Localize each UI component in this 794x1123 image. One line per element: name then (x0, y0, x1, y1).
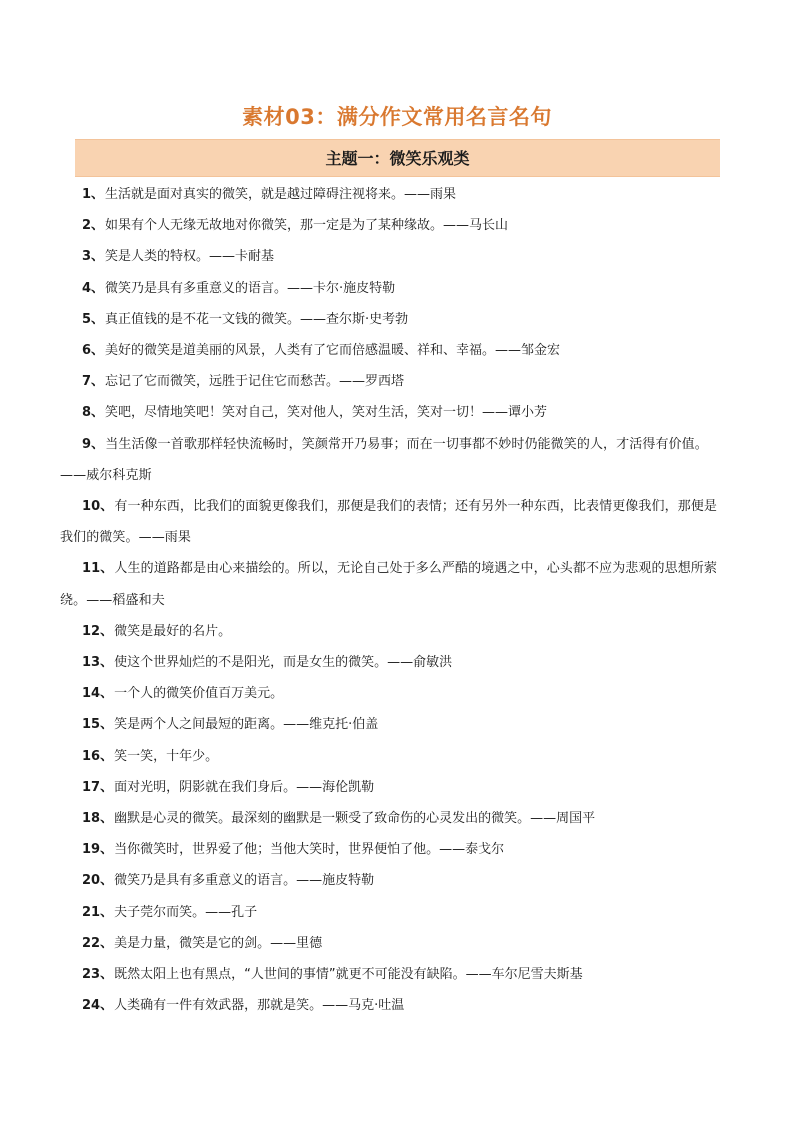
quote-item (82, 210, 722, 241)
quote-text: 一个人的微笑价值百万美元。 (114, 686, 284, 702)
quote-text: 微笑乃是具有多重意义的语言。——施皮特勒 (114, 873, 375, 889)
quote-text: 美好的微笑是道美丽的风景，人类有了它而倍感温暖、祥和、幸福。——邹金宏 (105, 343, 561, 359)
quote-number: 4、 (82, 280, 105, 296)
quote-item (82, 990, 722, 1021)
quote-text: 人类确有一件有效武器，那就是笑。——马克·吐温 (114, 998, 405, 1014)
quote-text: 使这个世界灿烂的不是阳光，而是女生的微笑。——俞敏洪 (114, 655, 453, 671)
quote-text: 真正值钱的是不花一文钱的微笑。——查尔斯·史考勃 (105, 311, 409, 327)
quote-item (82, 834, 722, 865)
quote-item (82, 772, 722, 803)
quote-text: 人生的道路都是由心来描绘的。所以，无论自己处于多么严酷的境遇之中，心头都不应为悲观的思想所萦绕。——稻盛和夫 (60, 561, 718, 608)
quote-number: 24、 (82, 998, 114, 1014)
quote-number: 9、 (82, 436, 105, 452)
quote-number: 6、 (82, 343, 105, 359)
quote-item (60, 553, 722, 615)
quote-number: 3、 (82, 249, 105, 265)
quote-text: 面对光明，阴影就在我们身后。——海伦凯勒 (114, 779, 375, 795)
quote-number: 2、 (82, 218, 105, 234)
quote-text: 微笑是最好的名片。 (114, 623, 232, 639)
theme-heading: 主题一：微笑乐观类 (325, 149, 470, 168)
quote-text: 夫子莞尔而笑。——孔子 (114, 904, 258, 920)
quote-item (82, 959, 722, 990)
quote-number: 22、 (82, 935, 114, 951)
quote-text: 笑是人类的特权。——卡耐基 (105, 249, 275, 265)
quote-number: 12、 (82, 623, 114, 639)
theme-heading-band (75, 139, 720, 177)
quote-text: 忘记了它而微笑，远胜于记住它而愁苦。——罗西塔 (105, 374, 405, 390)
quote-number: 19、 (82, 842, 114, 858)
quote-item (82, 366, 722, 397)
quote-item (82, 335, 722, 366)
quote-item (82, 678, 722, 709)
quote-number: 8、 (82, 405, 105, 421)
quote-number: 10、 (82, 499, 114, 515)
quote-number: 7、 (82, 374, 105, 390)
quote-item (82, 397, 722, 428)
quote-text: 微笑乃是具有多重意义的语言。——卡尔·施皮特勒 (105, 280, 396, 296)
quote-text: 生活就是面对真实的微笑，就是越过障碍注视将来。——雨果 (105, 187, 457, 202)
quote-item (82, 865, 722, 896)
quote-list (60, 179, 722, 1021)
quote-number: 15、 (82, 717, 114, 733)
quote-text: 当生活像一首歌那样轻快流畅时，笑颜常开乃易事；而在一切事都不妙时仍能微笑的人，才活得有价值。——威尔科克斯 (60, 436, 708, 483)
quote-text: 美是力量，微笑是它的剑。——里德 (114, 935, 323, 951)
quote-item (82, 647, 722, 678)
quote-item (82, 616, 722, 647)
quote-text: 有一种东西，比我们的面貌更像我们，那便是我们的表情；还有另外一种东西，比表情更像我们，那便是我们的微笑。——雨果 (60, 499, 718, 546)
quote-item (82, 897, 722, 928)
quote-text: 笑吧，尽情地笑吧！笑对自己，笑对他人，笑对生活，笑对一切！——谭小芳 (105, 405, 548, 421)
quote-number: 11、 (82, 561, 114, 577)
quote-item (82, 304, 722, 335)
quote-item (60, 491, 722, 553)
quote-number: 14、 (82, 686, 114, 702)
quote-text: 幽默是心灵的微笑。最深刻的幽默是一颗受了致命伤的心灵发出的微笑。——周国平 (114, 811, 596, 827)
quote-item (82, 741, 722, 772)
quote-number: 18、 (82, 811, 114, 827)
quote-number: 21、 (82, 904, 114, 920)
quote-text: 笑一笑，十年少。 (114, 748, 219, 764)
quote-number: 23、 (82, 967, 114, 983)
quote-text: 笑是两个人之间最短的距离。——维克托·伯盖 (114, 717, 379, 733)
quote-item (82, 241, 722, 272)
quote-text: 既然太阳上也有黑点，“人世间的事情”就更不可能没有缺陷。——车尔尼雪夫斯基 (114, 967, 583, 983)
quote-item (82, 928, 722, 959)
quote-item (82, 273, 722, 304)
quote-number: 1、 (82, 187, 105, 202)
quote-number: 5、 (82, 311, 105, 327)
document-title: 素材03：满分作文常用名言名句 (242, 105, 552, 129)
quote-number: 13、 (82, 655, 114, 671)
quote-number: 16、 (82, 748, 114, 764)
quote-text: 如果有个人无缘无故地对你微笑，那一定是为了某种缘故。——马长山 (105, 218, 509, 234)
quote-item (82, 179, 722, 210)
quote-item (82, 803, 722, 834)
quote-item (60, 429, 722, 491)
quote-number: 17、 (82, 779, 114, 795)
quote-item (82, 709, 722, 740)
quote-text: 当你微笑时，世界爱了他；当他大笑时，世界便怕了他。——泰戈尔 (114, 842, 505, 858)
quote-number: 20、 (82, 873, 114, 889)
